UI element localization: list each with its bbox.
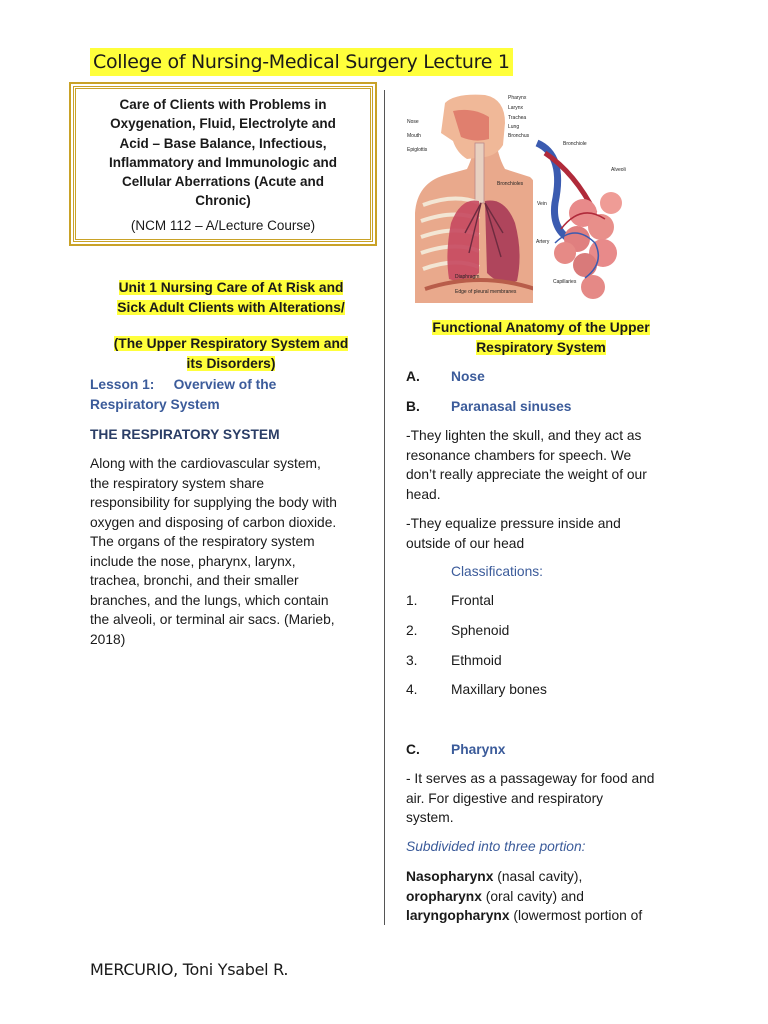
paragraph-line: Along with the cardiovascular system, [90,456,321,471]
image-label: Bronchiole [563,141,587,147]
course-title-line: Cellular Aberrations (Acute and [121,174,325,190]
text-line: resonance chambers for speech. We [406,447,632,463]
image-label: Epiglottis [407,147,428,153]
paragraph-line: branches, and the lungs, which contain [90,592,329,608]
portion-name: Nasopharynx [406,869,494,884]
text-line: - It serves as a passageway for food and [406,771,655,786]
portion-line [406,867,681,887]
text-line: don’t really appreciate the weight of our [406,467,647,482]
lesson-line: Lesson 1: Overview of the [90,377,277,392]
portion-desc: (nasal cavity), [493,869,583,884]
func-heading-line: Respiratory System [476,339,606,355]
item-letter: C. [406,742,420,757]
image-label: Artery [536,239,550,245]
pharynx-portions [406,867,681,926]
classification-number: 3. [406,653,418,668]
image-label: Lung [508,124,520,130]
course-title-line: Oxygenation, Fluid, Electrolyte and [110,116,336,132]
text-line: outside of our head [406,535,525,551]
classification-number: 1. [406,593,418,608]
paragraph-line: The organs of the respiratory system [90,534,315,549]
paragraph-line: include the nose, pharynx, larynx, [90,553,296,569]
classification-number: 4. [406,682,418,697]
course-code: (NCM 112 – A/Lecture Course) [130,217,316,233]
text-line: air. For digestive and respiratory [406,790,604,806]
unit-line: Unit 1 Nursing Care of At Risk and [118,280,344,295]
course-box-title [84,95,362,211]
column-divider [384,90,385,925]
section-heading: THE RESPIRATORY SYSTEM [90,427,280,442]
func-heading-line: Functional Anatomy of the Upper [432,320,650,335]
unit-line: Sick Adult Clients with Alterations/ [117,299,345,315]
sinus-text-1 [406,426,681,504]
portion-desc: (lowermost portion of [509,908,643,923]
unit-heading [90,278,372,383]
paragraph-line: oxygen and disposing of carbon dioxide. [90,514,337,530]
text-line: -They equalize pressure inside and [406,516,621,531]
paragraph-line: trachea, bronchi, and their smaller [90,573,299,588]
paragraph-line: 2018) [90,631,126,647]
unit-sub-line: (The Upper Respiratory System and [113,336,349,351]
portion-line [406,906,681,926]
lesson-line: Respiratory System [90,396,220,412]
image-label: Bronchus [508,133,530,139]
image-label: Nose [407,119,419,125]
course-title-line: Acid – Base Balance, Infectious, [119,135,327,151]
text-line: -They lighten the skull, and they act as [406,428,642,443]
course-title-line: Chronic) [195,193,251,209]
functional-anatomy-heading [410,318,672,357]
respiratory-paragraph [90,454,365,649]
classification-name: Frontal [451,593,494,608]
course-title-line: Inflammatory and Immunologic and [108,154,338,170]
item-label: Nose [451,369,485,384]
classification-number: 2. [406,623,418,638]
paragraph-line: responsibility for supplying the body with [90,495,337,510]
text-line: system. [406,810,454,825]
item-label: Pharynx [451,742,506,757]
page-title: College of Nursing-Medical Surgery Lecture 1 [90,48,513,76]
author-name: MERCURIO, Toni Ysabel R. [90,960,289,979]
classification-name: Maxillary bones [451,682,547,697]
sinus-text-2 [406,514,681,553]
image-label: Pharynx [508,95,527,101]
subdivided-label: Subdivided into three portion: [406,839,586,854]
paragraph-line: the respiratory system share [90,475,265,491]
course-box [73,86,373,242]
portion-name: oropharynx [406,888,482,904]
image-label: Mouth [407,133,421,139]
classifications-label: Classifications: [451,564,544,579]
image-label: Vein [537,201,547,207]
classification-name: Sphenoid [451,623,510,638]
image-label: Alveoli [611,167,626,173]
pharynx-text [406,769,681,828]
image-label: Edge of pleural membranes [455,289,517,295]
text-line: head. [406,486,441,502]
course-title-line: Care of Clients with Problems in [119,97,327,112]
item-letter: B. [406,399,420,414]
item-label: Paranasal sinuses [451,399,572,414]
portion-line [406,887,681,907]
image-label: Bronchioles [497,181,524,187]
image-label: Diaphragm [455,274,480,280]
paragraph-line: the alveoli, or terminal air sacs. (Marieb, [90,612,335,627]
image-label: Trachea [508,115,527,121]
portion-name: laryngopharynx [406,908,510,923]
item-letter: A. [406,369,420,384]
classification-name: Ethmoid [451,653,502,668]
lesson-heading [90,375,372,414]
image-label: Larynx [508,105,524,111]
image-label: Capillaries [553,279,577,285]
portion-desc: (oral cavity) and [481,888,584,904]
unit-sub-line: its Disorders) [186,355,276,371]
respiratory-anatomy-image [405,93,633,307]
